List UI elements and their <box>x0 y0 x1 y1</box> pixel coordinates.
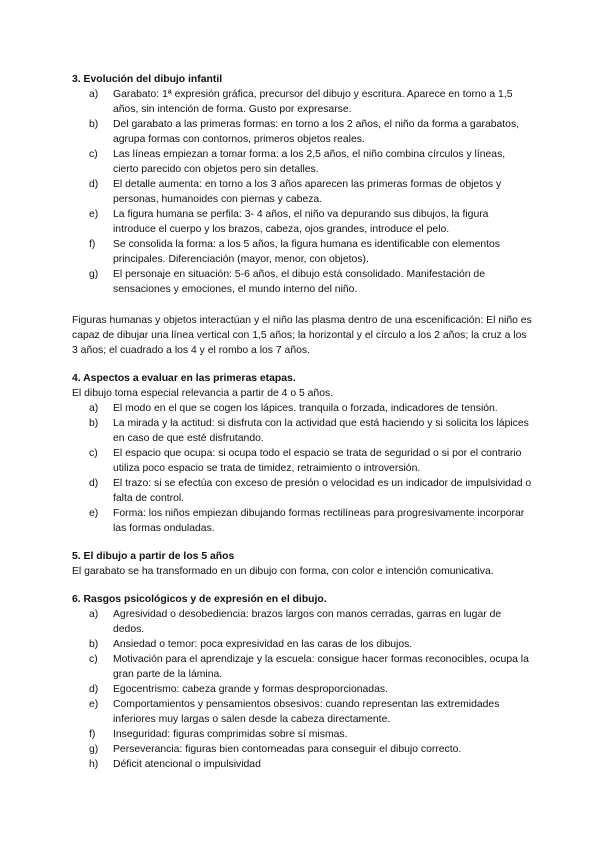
list-marker: e) <box>89 508 99 519</box>
list-item-text: Comportamientos y pensamientos obsesivos: cuando representan las extremidades inferiores muy largas o salen desde la cabeza directamente. <box>113 699 500 725</box>
list-marker: e) <box>89 209 99 220</box>
list-item-text: Agresividad o desobediencia: brazos largos con manos cerradas, garras en lugar de dedos. <box>113 609 502 635</box>
section-6 <box>72 592 532 772</box>
list-item <box>89 177 532 207</box>
list-marker: e) <box>89 699 99 710</box>
list-item <box>89 416 532 446</box>
section-6-list <box>72 607 532 772</box>
list-marker: c) <box>89 448 98 459</box>
list-marker: a) <box>89 89 99 100</box>
list-item <box>89 476 532 506</box>
list-item <box>89 697 532 727</box>
list-item <box>89 237 532 267</box>
section-4-heading: 4. Aspectos a evaluar en las primeras etapas. <box>72 373 296 384</box>
section-5-text: El garabato se ha transformado en un dibujo con forma, con color e intención comunicativa. <box>72 566 494 577</box>
section-3-list <box>72 87 532 297</box>
list-item-text: Forma: los niños empiezan dibujando formas rectilíneas para progresivamente incorporar las formas onduladas. <box>113 508 525 534</box>
list-item <box>89 117 532 147</box>
document-page <box>72 72 532 772</box>
section-5-heading: 5. El dibujo a partir de los 5 años <box>72 551 235 562</box>
section-5 <box>72 549 532 579</box>
list-item <box>89 652 532 682</box>
list-item-text: Las líneas empiezan a tomar forma: a los 2,5 años, el niño combina círculos y líneas, cierto parecido con objetos pero sin detalles. <box>113 149 506 175</box>
list-item <box>89 506 532 536</box>
list-item <box>89 682 532 697</box>
list-item-text: Inseguridad: figuras comprimidas sobre sí mismas. <box>113 729 348 740</box>
list-item <box>89 446 532 476</box>
list-marker: f) <box>89 729 96 740</box>
list-marker: c) <box>89 654 98 665</box>
section-4-intro: El dibujo toma especial relevancia a partir de 4 o 5 años. <box>72 388 334 399</box>
list-item <box>89 607 532 637</box>
list-item <box>89 727 532 742</box>
list-item-text: Del garabato a las primeras formas: en torno a los 2 años, el niño da forma a garabatos, agrupa formas con contornos, primeros objetos reales. <box>113 119 520 145</box>
list-marker: g) <box>89 744 99 755</box>
list-item <box>89 757 532 772</box>
list-item-text: Motivación para el aprendizaje y la escuela: consigue hacer formas reconocibles, ocupa la gran parte de la lámina. <box>113 654 529 680</box>
list-marker: b) <box>89 119 99 130</box>
list-item-text: Déficit atencional o impulsividad <box>113 759 261 770</box>
list-item-text: Egocentrismo: cabeza grande y formas desproporcionadas. <box>113 684 388 695</box>
list-item-text: El modo en el que se cogen los lápices. tranquila o forzada, indicadores de tensión. <box>113 403 498 414</box>
list-marker: d) <box>89 179 99 190</box>
list-item-text: Ansiedad o temor: poca expresividad en las caras de los dibujos. <box>113 639 413 650</box>
list-item <box>89 207 532 237</box>
list-marker: d) <box>89 478 99 489</box>
list-item-text: Garabato: 1ª expresión gráfica, precursor del dibujo y escritura. Aparece en torno a 1,5 años, sin intención de forma. Gusto por expresarse. <box>113 89 513 115</box>
list-item-text: La mirada y la actitud: si disfruta con la actividad que está haciendo y si solicita los lápices en caso de que esté disfrutando. <box>113 418 529 444</box>
list-marker: b) <box>89 418 99 429</box>
list-marker: c) <box>89 149 98 160</box>
section-4-list <box>72 401 532 536</box>
list-marker: g) <box>89 269 99 280</box>
list-marker: h) <box>89 759 99 770</box>
list-item-text: El personaje en situación: 5-6 años, el dibujo está consolidado. Manifestación de sensaciones y emociones, el mundo interno del niño. <box>113 269 485 295</box>
list-marker: d) <box>89 684 99 695</box>
section-3-heading: 3. Evolución del dibujo infantil <box>72 74 223 85</box>
list-marker: f) <box>89 239 96 250</box>
list-item <box>89 742 532 757</box>
list-item <box>89 147 532 177</box>
list-item-text: Perseverancia: figuras bien contorneadas para conseguir el dibujo correcto. <box>113 744 462 755</box>
list-marker: b) <box>89 639 99 650</box>
section-3 <box>72 72 532 358</box>
list-item-text: El espacio que ocupa: si ocupa todo el espacio se trata de seguridad o si por el contrario utiliza poco espacio se trata de timidez, retraimiento o introversión. <box>113 448 522 474</box>
list-item-text: La figura humana se perfila: 3- 4 años, el niño va depurando sus dibujos, la figura introduce el cuerpo y los brazos, cabeza, ojos grandes, introduce el pelo. <box>113 209 489 235</box>
list-marker: a) <box>89 403 99 414</box>
section-4 <box>72 371 532 536</box>
list-item <box>89 87 532 117</box>
section-6-heading: 6. Rasgos psicológicos y de expresión en el dibujo. <box>72 594 327 605</box>
list-item-text: El detalle aumenta: en torno a los 3 años aparecen las primeras formas de objetos y personas, humanoides con piernas y cabeza. <box>113 179 502 205</box>
list-item <box>89 267 532 297</box>
list-marker: a) <box>89 609 99 620</box>
list-item-text: Se consolida la forma: a los 5 años, la figura humana es identificable con elementos principales. Diferenciación (mayor, menor, con objetos). <box>113 239 500 265</box>
list-item-text: El trazo: si se efectúa con exceso de presión o velocidad es un indicador de impulsividad o falta de control. <box>113 478 532 504</box>
list-item <box>89 401 532 416</box>
section-3-closing-paragraph: Figuras humanas y objetos interactúan y el niño las plasma dentro de una escenificación: El niño es capaz de dibujar una línea vertical con 1,5 años; la horizontal y el círculo a los 2 años; la cruz a los 3 años; el cuadrado a los 4 y el rombo a los 7 años. <box>72 315 532 356</box>
list-item <box>89 637 532 652</box>
